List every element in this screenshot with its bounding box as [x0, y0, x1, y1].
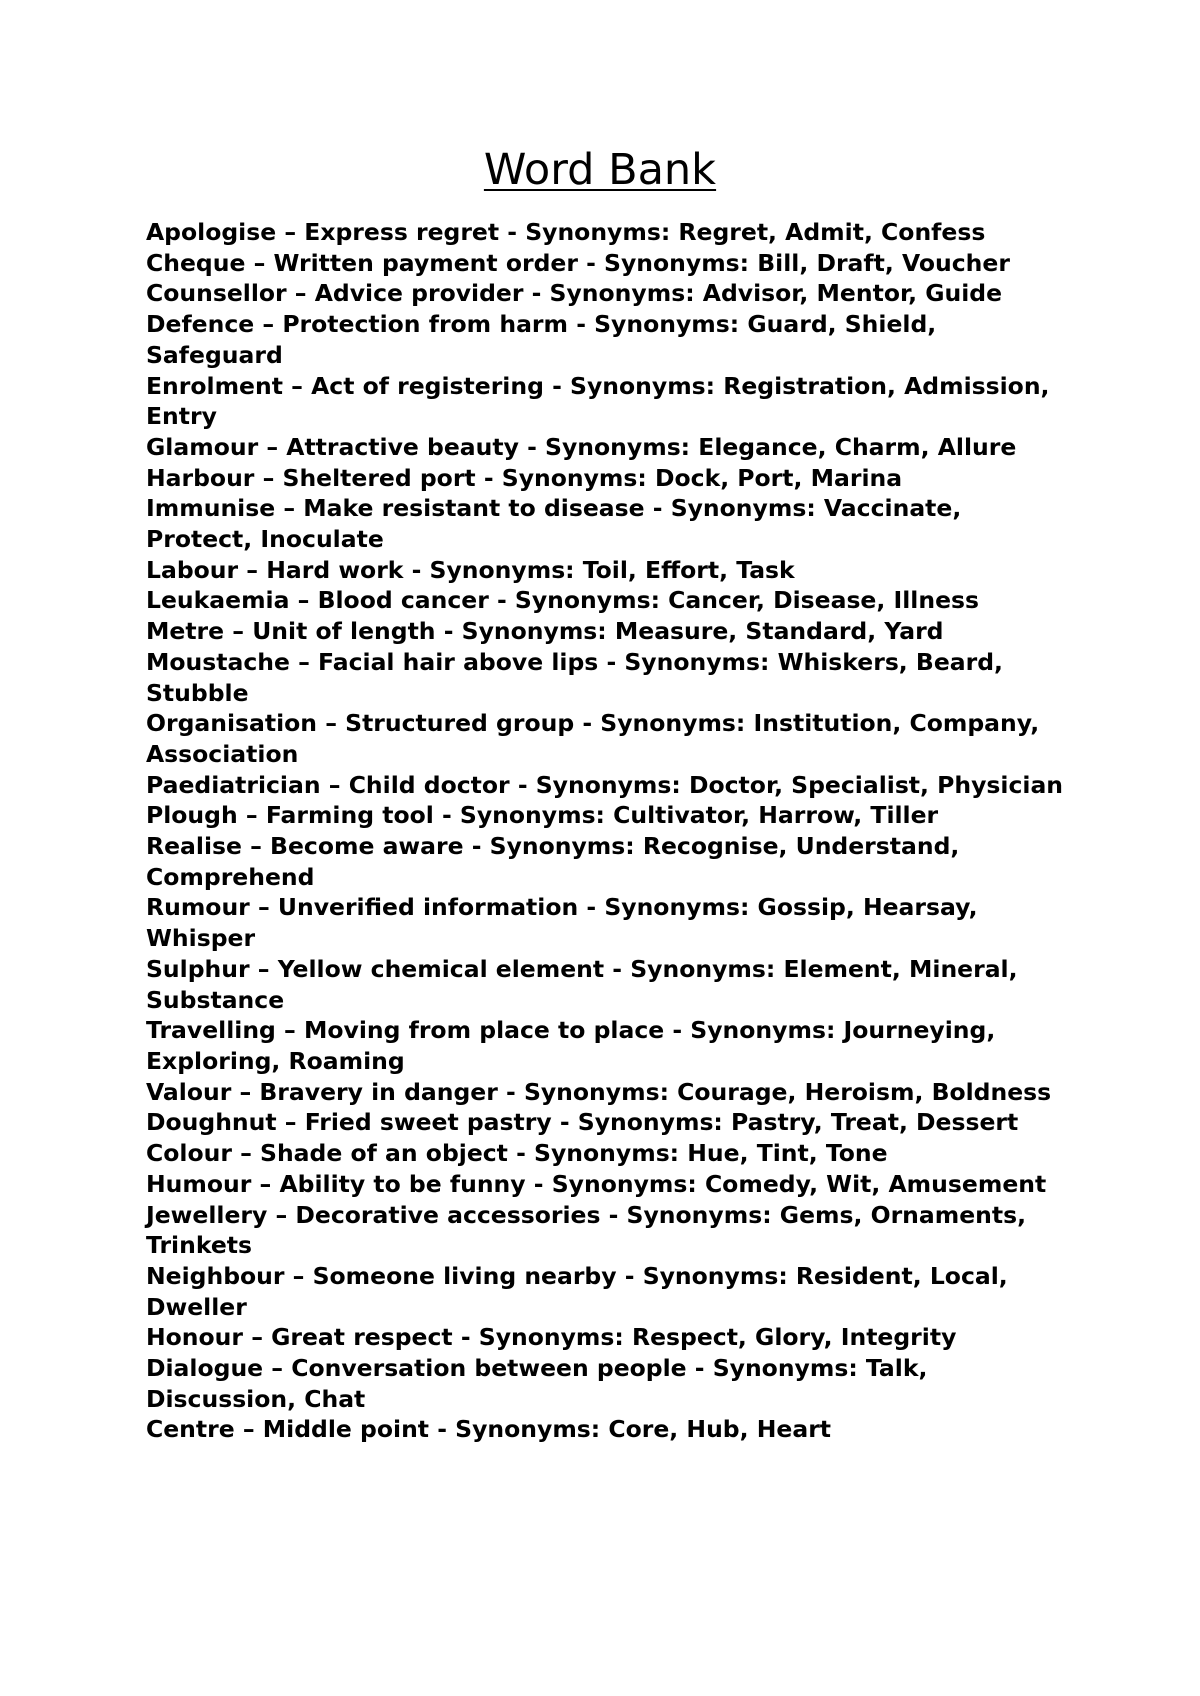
word-entry: Rumour – Unverified information - Synonyms: Gossip, Hearsay, Whisper [146, 893, 978, 953]
word-entry: Counsellor – Advice provider - Synonyms: Advisor, Mentor, Guide [146, 279, 1003, 308]
word-entry: Valour – Bravery in danger - Synonyms: Courage, Heroism, Boldness [146, 1077, 1052, 1106]
word-entry: Neighbour – Someone living nearby - Synonyms: Resident, Local, Dweller [146, 1261, 1008, 1321]
word-entry: Organisation – Structured group - Synonyms: Institution, Company, Association [146, 709, 1040, 768]
word-list [146, 217, 1066, 1445]
word-entry: Doughnut – Fried sweet pastry - Synonyms: Pastry, Treat, Dessert [146, 1108, 1019, 1137]
page-title: Word Bank [483, 145, 717, 195]
word-entry: Centre – Middle point - Synonyms: Core, Hub, Heart [146, 1415, 832, 1444]
word-entry: Glamour – Attractive beauty - Synonyms: Elegance, Charm, Allure [146, 432, 1017, 461]
word-entry: Dialogue – Conversation between people - Synonyms: Talk, Discussion, Chat [146, 1354, 928, 1413]
word-entry: Immunise – Make resistant to disease - Synonyms: Vaccinate, Protect, Inoculate [146, 494, 962, 554]
word-entry: Defence – Protection from harm - Synonyms: Guard, Shield, Safeguard [146, 310, 937, 369]
word-entry: Honour – Great respect - Synonyms: Respect, Glory, Integrity [146, 1323, 957, 1352]
word-entry: Sulphur – Yellow chemical element - Synonyms: Element, Mineral, Substance [146, 954, 1018, 1014]
word-entry: Travelling – Moving from place to place - Synonyms: Journeying, Exploring, Roaming [146, 1016, 996, 1075]
word-entry: Leukaemia – Blood cancer - Synonyms: Cancer, Disease, Illness [146, 586, 979, 615]
word-entry: Metre – Unit of length - Synonyms: Measure, Standard, Yard [146, 617, 944, 646]
word-entry: Harbour – Sheltered port - Synonyms: Dock, Port, Marina [146, 463, 903, 492]
word-entry: Humour – Ability to be funny - Synonyms: Comedy, Wit, Amusement [146, 1169, 1047, 1198]
word-entry: Paediatrician – Child doctor - Synonyms: Doctor, Specialist, Physician [146, 770, 1064, 799]
word-entry: Moustache – Facial hair above lips - Synonyms: Whiskers, Beard, Stubble [146, 647, 1003, 707]
word-entry: Labour – Hard work - Synonyms: Toil, Effort, Task [146, 555, 795, 584]
word-entry: Apologise – Express regret - Synonyms: Regret, Admit, Confess [146, 218, 986, 246]
word-entry: Jewellery – Decorative accessories - Synonyms: Gems, Ornaments, Trinkets [146, 1200, 1027, 1260]
word-entry: Colour – Shade of an object - Synonyms: Hue, Tint, Tone [146, 1139, 888, 1168]
word-entry: Enrolment – Act of registering - Synonyms: Registration, Admission, Entry [146, 371, 1050, 431]
word-entry: Realise – Become aware - Synonyms: Recognise, Understand, Comprehend [146, 832, 960, 891]
word-entry: Plough – Farming tool - Synonyms: Cultivator, Harrow, Tiller [146, 801, 939, 830]
word-entry: Cheque – Written payment order - Synonyms: Bill, Draft, Voucher [146, 248, 1010, 277]
